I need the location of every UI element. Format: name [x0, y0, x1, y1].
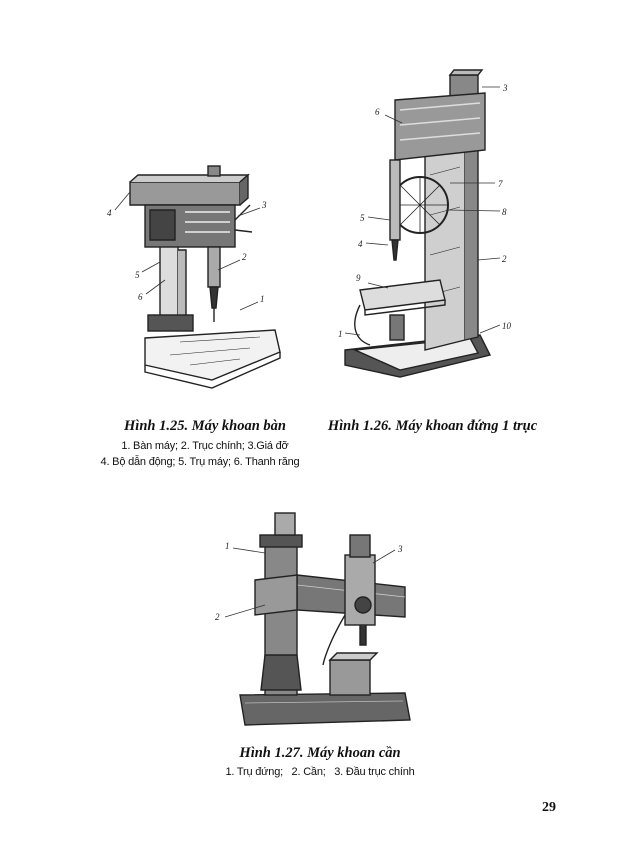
label-9: 9 — [356, 273, 361, 283]
label-6: 6 — [375, 107, 380, 117]
figure-bench-drill-illustration — [90, 160, 320, 400]
label-4: 4 — [107, 208, 112, 218]
label-1: 1 — [225, 541, 230, 551]
label-2: 2 — [502, 254, 507, 264]
label-6: 6 — [138, 292, 143, 302]
label-5: 5 — [360, 213, 365, 223]
label-3: 3 — [503, 83, 508, 93]
figure-radial-drill-illustration — [205, 505, 420, 730]
label-2: 2 — [242, 252, 247, 262]
page-number: 29 — [542, 800, 556, 815]
label-2: 2 — [215, 612, 220, 622]
figure-125-legend-line1: 1. Bàn máy; 2. Trục chính; 3.Giá đỡ — [121, 440, 289, 452]
figure-127-legend: 1. Trụ đứng; 2. Cần; 3. Đầu trục chính — [225, 766, 415, 778]
label-10: 10 — [502, 321, 511, 331]
label-1: 1 — [338, 329, 343, 339]
label-8: 8 — [502, 207, 507, 217]
figure-125-title: Hình 1.25. Máy khoan bàn — [124, 418, 286, 434]
label-3: 3 — [398, 544, 403, 554]
label-4: 4 — [358, 239, 363, 249]
label-7: 7 — [498, 179, 503, 189]
label-3: 3 — [262, 200, 267, 210]
figure-127-title: Hình 1.27. Máy khoan cần — [239, 745, 401, 761]
figure-126-title: Hình 1.26. Máy khoan đứng 1 trục — [327, 418, 538, 434]
label-1: 1 — [260, 294, 265, 304]
label-5: 5 — [135, 270, 140, 280]
figure-125-legend-line2: 4. Bộ dẫn động; 5. Trụ máy; 6. Thanh răng — [100, 456, 300, 468]
figure-upright-drill-illustration — [330, 65, 530, 395]
